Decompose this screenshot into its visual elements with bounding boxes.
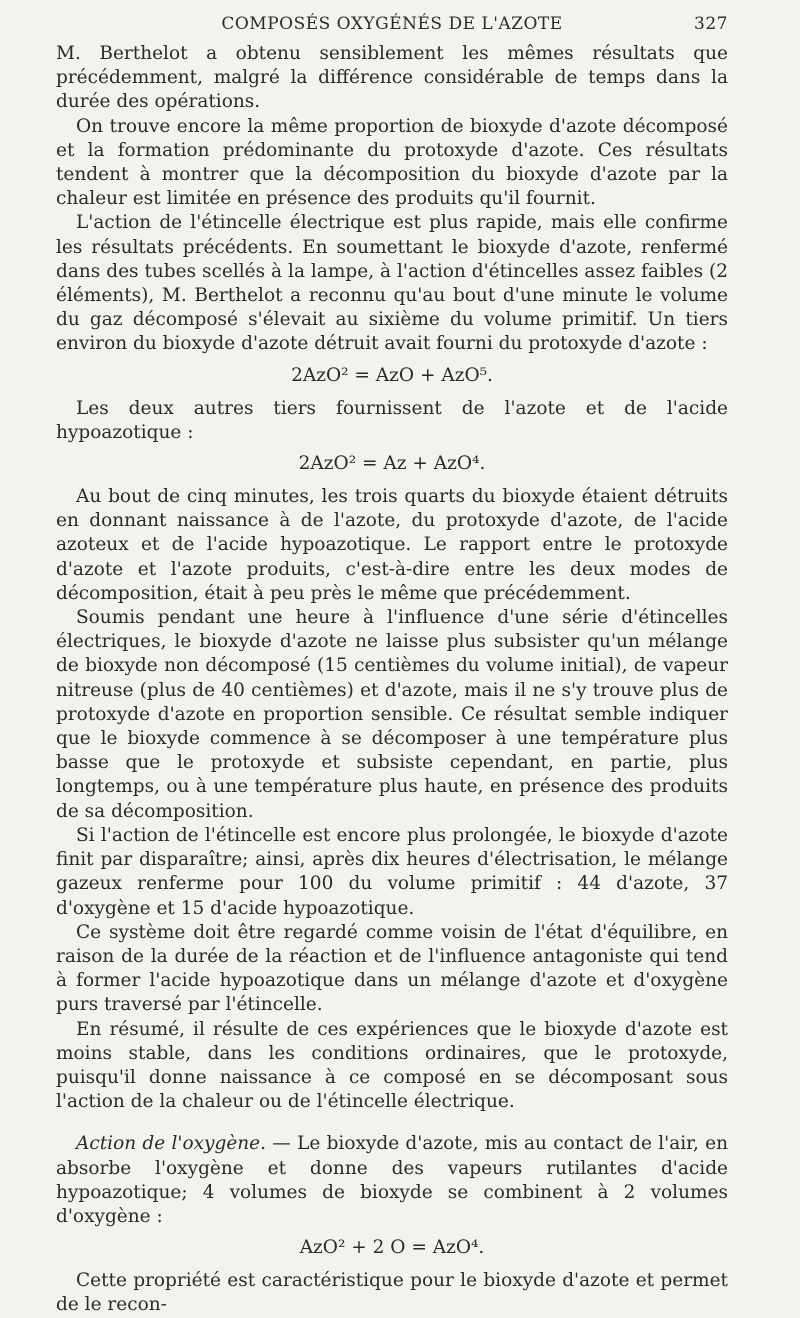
running-title: COMPOSÉS OXYGÉNÉS DE L'AZOTE — [221, 14, 563, 34]
page-number: 327 — [694, 14, 728, 34]
section-heading: Action de l'oxygène. — [76, 1133, 267, 1155]
paragraph: Soumis pendant une heure à l'influence d'une série d'étincelles électriques, le bioxyde d'azote ne laisse plus subsister qu'un mélange de bioxyde non décomposé (15 centièmes du volume initial), de vapeur nitreuse (plus de 40 centièmes) et d'azote, mais il ne s'y trouve plus de protoxyde d'azote en proportion sensible. Ce résultat semble indiquer que le bioxyde commence à se décomposer à une température plus basse que le protoxyde et subsiste cependant, en partie, plus longtemps, ou à une température plus haute, en présence des produits de sa décomposition. — [56, 607, 728, 822]
paragraph: Au bout de cinq minutes, les trois quarts du bioxyde étaient détruits en donnant naissance à de l'azote, du protoxyde d'azote, de l'acide azoteux et de l'acide hypoazotique. Le rapport entre le protoxyde d'azote et l'azote produits, c'est-à-dire entre les deux modes de décomposition, était à peu près le même que précédemment. — [56, 486, 728, 604]
paragraph: On trouve encore la même proportion de bioxyde d'azote décomposé et la formation prédominante du protoxyde d'azote. Ces résultats tendent à montrer que la décomposition du bioxyde d'azote par la chaleur est limitée en présence des produits qu'il fournit. — [56, 115, 728, 210]
paragraph: Les deux autres tiers fournissent de l'azote et de l'acide hypoazotique : — [56, 397, 728, 443]
formula: AzO² + 2 O = AzO⁴. — [299, 1237, 485, 1259]
paragraph: En résumé, il résulte de ces expériences que le bioxyde d'azote est moins stable, dans les conditions ordinaires, que le protoxyde, puisqu'il donne naissance à ce composé en se décomposant sous l'action de la chaleur ou de l'étincelle électrique. — [56, 1018, 728, 1113]
page-header — [56, 14, 728, 42]
formula: 2AzO² = Az + AzO⁴. — [298, 453, 486, 475]
paragraph: L'action de l'étincelle électrique est plus rapide, mais elle confirme les résultats précédents. En soumettant le bioxyde d'azote, renfermé dans des tubes scellés à la lampe, à l'action d'étincelles assez faibles (2 éléments), M. Berthelot a reconnu qu'au bout d'une minute le volume du gaz décomposé s'élevait au sixième du volume primitif. Un tiers environ du bioxyde d'azote détruit avait fourni du protoxyde d'azote : — [56, 212, 728, 355]
paragraph-oxygen — [56, 1132, 728, 1229]
page-body — [56, 42, 728, 1318]
formula: 2AzO² = AzO + AzO⁵. — [291, 364, 493, 386]
paragraph: Ce système doit être regardé comme voisin de l'état d'équilibre, en raison de la durée de la réaction et de l'influence antagoniste qui tend à former l'acide hypoazotique dans un mélange d'azote et d'oxygène purs traversé par l'étincelle. — [56, 921, 728, 1016]
paragraph: Si l'action de l'étincelle est encore plus prolongée, le bioxyde d'azote finit par disparaître; ainsi, après dix heures d'électrisation, le mélange gazeux renferme pour 100 du volume primitif : 44 d'azote, 37 d'oxygène et 15 d'acide hypoazotique. — [56, 824, 728, 919]
paragraph: Cette propriété est caractéristique pour le bioxyde d'azote et permet de le recon- — [56, 1270, 728, 1316]
paragraph-text: — Le bioxyde d'azote, mis au contact de l'air, en absorbe l'oxygène et donne des vapeurs rutilantes d'acide hypoazotique; 4 volumes de bioxyde se combinent à 2 volumes d'oxygène : — [56, 1133, 728, 1227]
paragraph: M. Berthelot a obtenu sensiblement les mêmes résultats que précédemment, malgré la différence considérable de temps dans la durée des opérations. — [56, 43, 728, 113]
